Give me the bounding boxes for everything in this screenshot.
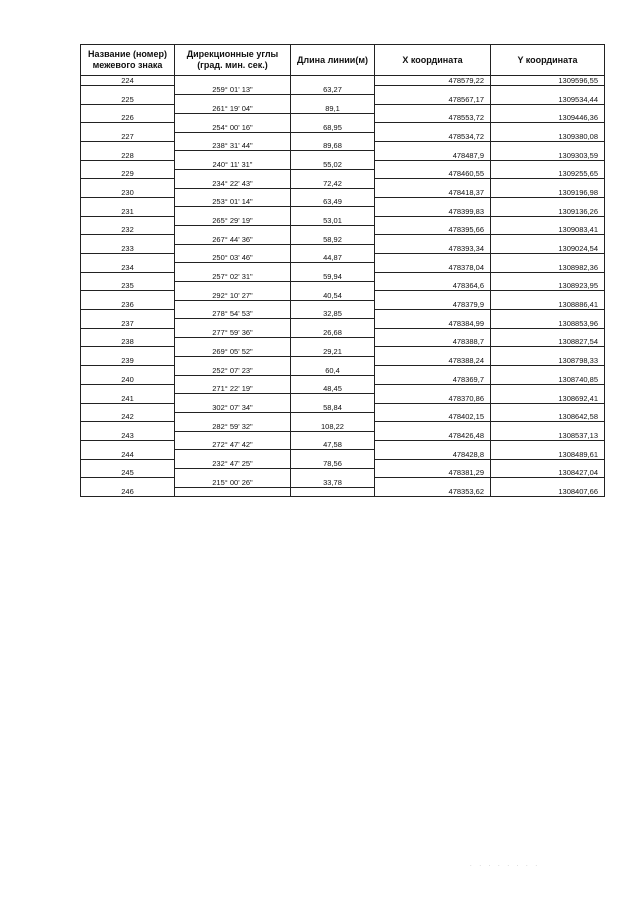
empty-cell — [291, 263, 375, 272]
y-coordinate: 1309534,44 — [491, 95, 605, 104]
point-name: 232 — [81, 226, 175, 235]
empty-cell — [491, 272, 605, 281]
direction-angle: 254° 00' 16" — [175, 123, 291, 132]
y-coordinate: 1309380,08 — [491, 132, 605, 141]
empty-cell — [375, 310, 491, 319]
empty-cell — [175, 356, 291, 365]
x-coordinate: 478379,9 — [375, 300, 491, 309]
empty-cell — [375, 272, 491, 281]
x-coordinate: 478567,17 — [375, 95, 491, 104]
line-length: 63,27 — [291, 85, 375, 94]
table-row — [81, 85, 605, 94]
table-row — [81, 422, 605, 431]
table-row — [81, 468, 605, 477]
point-name: 245 — [81, 468, 175, 477]
point-name: 224 — [81, 76, 175, 86]
line-length: 47,58 — [291, 440, 375, 449]
empty-cell — [291, 338, 375, 347]
point-name: 229 — [81, 169, 175, 178]
empty-cell — [81, 254, 175, 263]
empty-cell — [175, 132, 291, 141]
table-row — [81, 226, 605, 235]
y-coordinate: 1309446,36 — [491, 113, 605, 122]
empty-cell — [175, 468, 291, 477]
header-angles: Дирекционные углы (град. мин. сек.) — [175, 45, 291, 76]
empty-cell — [291, 394, 375, 403]
empty-cell — [175, 282, 291, 291]
y-coordinate: 1309303,59 — [491, 151, 605, 160]
table-row — [81, 95, 605, 104]
point-name: 234 — [81, 263, 175, 272]
direction-angle: 253° 01' 14" — [175, 197, 291, 206]
empty-cell — [81, 328, 175, 337]
empty-cell — [491, 179, 605, 188]
empty-cell — [81, 216, 175, 225]
table-row — [81, 104, 605, 113]
y-coordinate: 1308853,96 — [491, 319, 605, 328]
point-name: 226 — [81, 113, 175, 122]
empty-cell — [175, 207, 291, 216]
table-row — [81, 113, 605, 122]
table-row — [81, 375, 605, 384]
table-row — [81, 123, 605, 132]
table-row — [81, 412, 605, 421]
empty-cell — [375, 478, 491, 487]
y-coordinate: 1309136,26 — [491, 207, 605, 216]
line-length: 55,02 — [291, 160, 375, 169]
empty-cell — [491, 291, 605, 300]
y-coordinate: 1308427,04 — [491, 468, 605, 477]
x-coordinate: 478369,7 — [375, 375, 491, 384]
line-length: 53,01 — [291, 216, 375, 225]
x-coordinate: 478426,48 — [375, 431, 491, 440]
x-coordinate: 478384,99 — [375, 319, 491, 328]
empty-cell — [375, 235, 491, 244]
x-coordinate: 478370,86 — [375, 394, 491, 403]
point-name: 239 — [81, 356, 175, 365]
empty-cell — [175, 169, 291, 178]
empty-cell — [491, 216, 605, 225]
direction-angle: 267° 44' 36" — [175, 235, 291, 244]
empty-cell — [291, 468, 375, 477]
empty-cell — [375, 254, 491, 263]
empty-cell — [291, 487, 375, 497]
table-row — [81, 76, 605, 86]
empty-cell — [375, 104, 491, 113]
empty-cell — [81, 197, 175, 206]
empty-cell — [291, 226, 375, 235]
header-y: Y координата — [491, 45, 605, 76]
empty-cell — [81, 160, 175, 169]
y-coordinate: 1309083,41 — [491, 226, 605, 235]
point-name: 238 — [81, 338, 175, 347]
x-coordinate: 478579,22 — [375, 76, 491, 86]
empty-cell — [291, 113, 375, 122]
table-row — [81, 197, 605, 206]
line-length: 89,1 — [291, 104, 375, 113]
y-coordinate: 1309024,54 — [491, 244, 605, 253]
empty-cell — [375, 328, 491, 337]
empty-cell — [81, 403, 175, 412]
y-coordinate: 1308537,13 — [491, 431, 605, 440]
empty-cell — [375, 440, 491, 449]
empty-cell — [175, 263, 291, 272]
point-name: 246 — [81, 487, 175, 497]
x-coordinate: 478393,34 — [375, 244, 491, 253]
empty-cell — [491, 440, 605, 449]
direction-angle: 250° 03' 46" — [175, 254, 291, 263]
empty-cell — [175, 300, 291, 309]
x-coordinate: 478553,72 — [375, 113, 491, 122]
line-length: 89,68 — [291, 141, 375, 150]
line-length: 58,84 — [291, 403, 375, 412]
table-row — [81, 347, 605, 356]
table-row — [81, 291, 605, 300]
table-row — [81, 216, 605, 225]
empty-cell — [291, 431, 375, 440]
empty-cell — [375, 179, 491, 188]
empty-cell — [491, 141, 605, 150]
x-coordinate: 478399,83 — [375, 207, 491, 216]
point-name: 244 — [81, 450, 175, 459]
empty-cell — [81, 179, 175, 188]
empty-cell — [491, 310, 605, 319]
empty-cell — [291, 151, 375, 160]
empty-cell — [175, 76, 291, 86]
empty-cell — [81, 347, 175, 356]
table-row — [81, 487, 605, 497]
line-length: 48,45 — [291, 384, 375, 393]
empty-cell — [291, 132, 375, 141]
x-coordinate: 478487,9 — [375, 151, 491, 160]
line-length: 68,95 — [291, 123, 375, 132]
empty-cell — [81, 440, 175, 449]
empty-cell — [175, 487, 291, 497]
table-row — [81, 254, 605, 263]
empty-cell — [291, 356, 375, 365]
table-row — [81, 478, 605, 487]
empty-cell — [491, 403, 605, 412]
line-length: 33,78 — [291, 478, 375, 487]
empty-cell — [175, 450, 291, 459]
empty-cell — [491, 160, 605, 169]
empty-cell — [375, 459, 491, 468]
table-row — [81, 235, 605, 244]
empty-cell — [491, 459, 605, 468]
x-coordinate: 478395,66 — [375, 226, 491, 235]
line-length: 108,22 — [291, 422, 375, 431]
y-coordinate: 1308489,61 — [491, 450, 605, 459]
line-length: 60,4 — [291, 366, 375, 375]
empty-cell — [175, 151, 291, 160]
y-coordinate: 1308692,41 — [491, 394, 605, 403]
direction-angle: 271° 22' 19" — [175, 384, 291, 393]
table-row — [81, 394, 605, 403]
y-coordinate: 1308642,58 — [491, 412, 605, 421]
point-name: 236 — [81, 300, 175, 309]
table-row — [81, 403, 605, 412]
empty-cell — [375, 216, 491, 225]
direction-angle: 278° 54' 53" — [175, 310, 291, 319]
empty-cell — [491, 235, 605, 244]
line-length: 72,42 — [291, 179, 375, 188]
empty-cell — [291, 282, 375, 291]
x-coordinate: 478378,04 — [375, 263, 491, 272]
line-length: 59,94 — [291, 272, 375, 281]
direction-angle: 238° 31' 44" — [175, 141, 291, 150]
x-coordinate: 478460,55 — [375, 169, 491, 178]
x-coordinate: 478353,62 — [375, 487, 491, 497]
table-body — [81, 76, 605, 497]
point-name: 242 — [81, 412, 175, 421]
x-coordinate: 478418,37 — [375, 188, 491, 197]
y-coordinate: 1309196,98 — [491, 188, 605, 197]
table-row — [81, 272, 605, 281]
empty-cell — [175, 431, 291, 440]
direction-angle: 292° 10' 27" — [175, 291, 291, 300]
empty-cell — [81, 85, 175, 94]
empty-cell — [291, 207, 375, 216]
header-name: Название (номер) межевого знака — [81, 45, 175, 76]
empty-cell — [81, 141, 175, 150]
empty-cell — [375, 123, 491, 132]
direction-angle: 277° 59' 36" — [175, 328, 291, 337]
empty-cell — [175, 244, 291, 253]
empty-cell — [375, 366, 491, 375]
empty-cell — [81, 478, 175, 487]
empty-cell — [291, 300, 375, 309]
empty-cell — [491, 422, 605, 431]
empty-cell — [375, 160, 491, 169]
direction-angle: 215° 00' 26" — [175, 478, 291, 487]
line-length: 29,21 — [291, 347, 375, 356]
empty-cell — [81, 366, 175, 375]
boundary-coordinates-table — [80, 44, 605, 497]
line-length: 63,49 — [291, 197, 375, 206]
direction-angle: 234° 22' 43" — [175, 179, 291, 188]
direction-angle: 257° 02' 31" — [175, 272, 291, 281]
empty-cell — [491, 328, 605, 337]
direction-angle: 265° 29' 19" — [175, 216, 291, 225]
empty-cell — [291, 375, 375, 384]
y-coordinate: 1309596,55 — [491, 76, 605, 86]
direction-angle: 261° 19' 04" — [175, 104, 291, 113]
line-length: 44,87 — [291, 254, 375, 263]
x-coordinate: 478381,29 — [375, 468, 491, 477]
empty-cell — [491, 85, 605, 94]
empty-cell — [175, 113, 291, 122]
table-row — [81, 169, 605, 178]
empty-cell — [375, 403, 491, 412]
table-row — [81, 141, 605, 150]
empty-cell — [375, 347, 491, 356]
y-coordinate: 1309255,65 — [491, 169, 605, 178]
y-coordinate: 1308798,33 — [491, 356, 605, 365]
table-row — [81, 151, 605, 160]
table-row — [81, 459, 605, 468]
empty-cell — [291, 188, 375, 197]
header-x: X координата — [375, 45, 491, 76]
direction-angle: 272° 47' 42" — [175, 440, 291, 449]
scan-artifact: . . . . . . . . — [470, 862, 541, 868]
y-coordinate: 1308982,36 — [491, 263, 605, 272]
table-row — [81, 263, 605, 272]
empty-cell — [175, 412, 291, 421]
empty-cell — [81, 272, 175, 281]
empty-cell — [175, 375, 291, 384]
point-name: 227 — [81, 132, 175, 141]
point-name: 233 — [81, 244, 175, 253]
y-coordinate: 1308886,41 — [491, 300, 605, 309]
line-length: 78,56 — [291, 459, 375, 468]
table-row — [81, 356, 605, 365]
table-row — [81, 319, 605, 328]
empty-cell — [375, 141, 491, 150]
direction-angle: 252° 07' 23" — [175, 366, 291, 375]
empty-cell — [175, 338, 291, 347]
empty-cell — [375, 384, 491, 393]
empty-cell — [81, 123, 175, 132]
empty-cell — [81, 384, 175, 393]
empty-cell — [81, 104, 175, 113]
x-coordinate: 478428,8 — [375, 450, 491, 459]
direction-angle: 259° 01' 13" — [175, 85, 291, 94]
table-row — [81, 310, 605, 319]
direction-angle: 282° 59' 32" — [175, 422, 291, 431]
empty-cell — [491, 104, 605, 113]
table-row — [81, 338, 605, 347]
table-header-row — [81, 45, 605, 76]
empty-cell — [291, 319, 375, 328]
x-coordinate: 478364,6 — [375, 282, 491, 291]
table-row — [81, 431, 605, 440]
table-row — [81, 440, 605, 449]
empty-cell — [81, 291, 175, 300]
empty-cell — [291, 76, 375, 86]
table-row — [81, 282, 605, 291]
point-name: 231 — [81, 207, 175, 216]
y-coordinate: 1308827,54 — [491, 338, 605, 347]
point-name: 241 — [81, 394, 175, 403]
empty-cell — [81, 235, 175, 244]
empty-cell — [175, 319, 291, 328]
empty-cell — [491, 366, 605, 375]
table-row — [81, 207, 605, 216]
empty-cell — [81, 310, 175, 319]
line-length: 26,68 — [291, 328, 375, 337]
empty-cell — [81, 459, 175, 468]
y-coordinate: 1308407,66 — [491, 487, 605, 497]
empty-cell — [291, 169, 375, 178]
line-length: 32,85 — [291, 310, 375, 319]
empty-cell — [291, 450, 375, 459]
empty-cell — [375, 197, 491, 206]
x-coordinate: 478388,24 — [375, 356, 491, 365]
direction-angle: 269° 05' 52" — [175, 347, 291, 356]
empty-cell — [491, 384, 605, 393]
point-name: 237 — [81, 319, 175, 328]
empty-cell — [491, 347, 605, 356]
empty-cell — [175, 95, 291, 104]
point-name: 225 — [81, 95, 175, 104]
y-coordinate: 1308923,95 — [491, 282, 605, 291]
empty-cell — [491, 254, 605, 263]
table-row — [81, 450, 605, 459]
table-row — [81, 384, 605, 393]
table-row — [81, 179, 605, 188]
y-coordinate: 1308740,85 — [491, 375, 605, 384]
coordinates-sheet — [80, 44, 604, 850]
direction-angle: 240° 11' 31" — [175, 160, 291, 169]
direction-angle: 232° 47' 25" — [175, 459, 291, 468]
direction-angle: 302° 07' 34" — [175, 403, 291, 412]
empty-cell — [375, 291, 491, 300]
empty-cell — [291, 244, 375, 253]
point-name: 240 — [81, 375, 175, 384]
table-row — [81, 328, 605, 337]
empty-cell — [291, 95, 375, 104]
table-row — [81, 188, 605, 197]
table-row — [81, 300, 605, 309]
empty-cell — [491, 123, 605, 132]
empty-cell — [175, 394, 291, 403]
empty-cell — [291, 412, 375, 421]
point-name: 235 — [81, 282, 175, 291]
x-coordinate: 478402,15 — [375, 412, 491, 421]
x-coordinate: 478534,72 — [375, 132, 491, 141]
table-row — [81, 366, 605, 375]
empty-cell — [491, 197, 605, 206]
point-name: 243 — [81, 431, 175, 440]
header-length: Длина линии(м) — [291, 45, 375, 76]
empty-cell — [175, 226, 291, 235]
line-length: 58,92 — [291, 235, 375, 244]
table-row — [81, 160, 605, 169]
empty-cell — [375, 85, 491, 94]
x-coordinate: 478388,7 — [375, 338, 491, 347]
empty-cell — [175, 188, 291, 197]
table-row — [81, 132, 605, 141]
empty-cell — [81, 422, 175, 431]
empty-cell — [375, 422, 491, 431]
line-length: 40,54 — [291, 291, 375, 300]
point-name: 228 — [81, 151, 175, 160]
point-name: 230 — [81, 188, 175, 197]
empty-cell — [491, 478, 605, 487]
table-row — [81, 244, 605, 253]
